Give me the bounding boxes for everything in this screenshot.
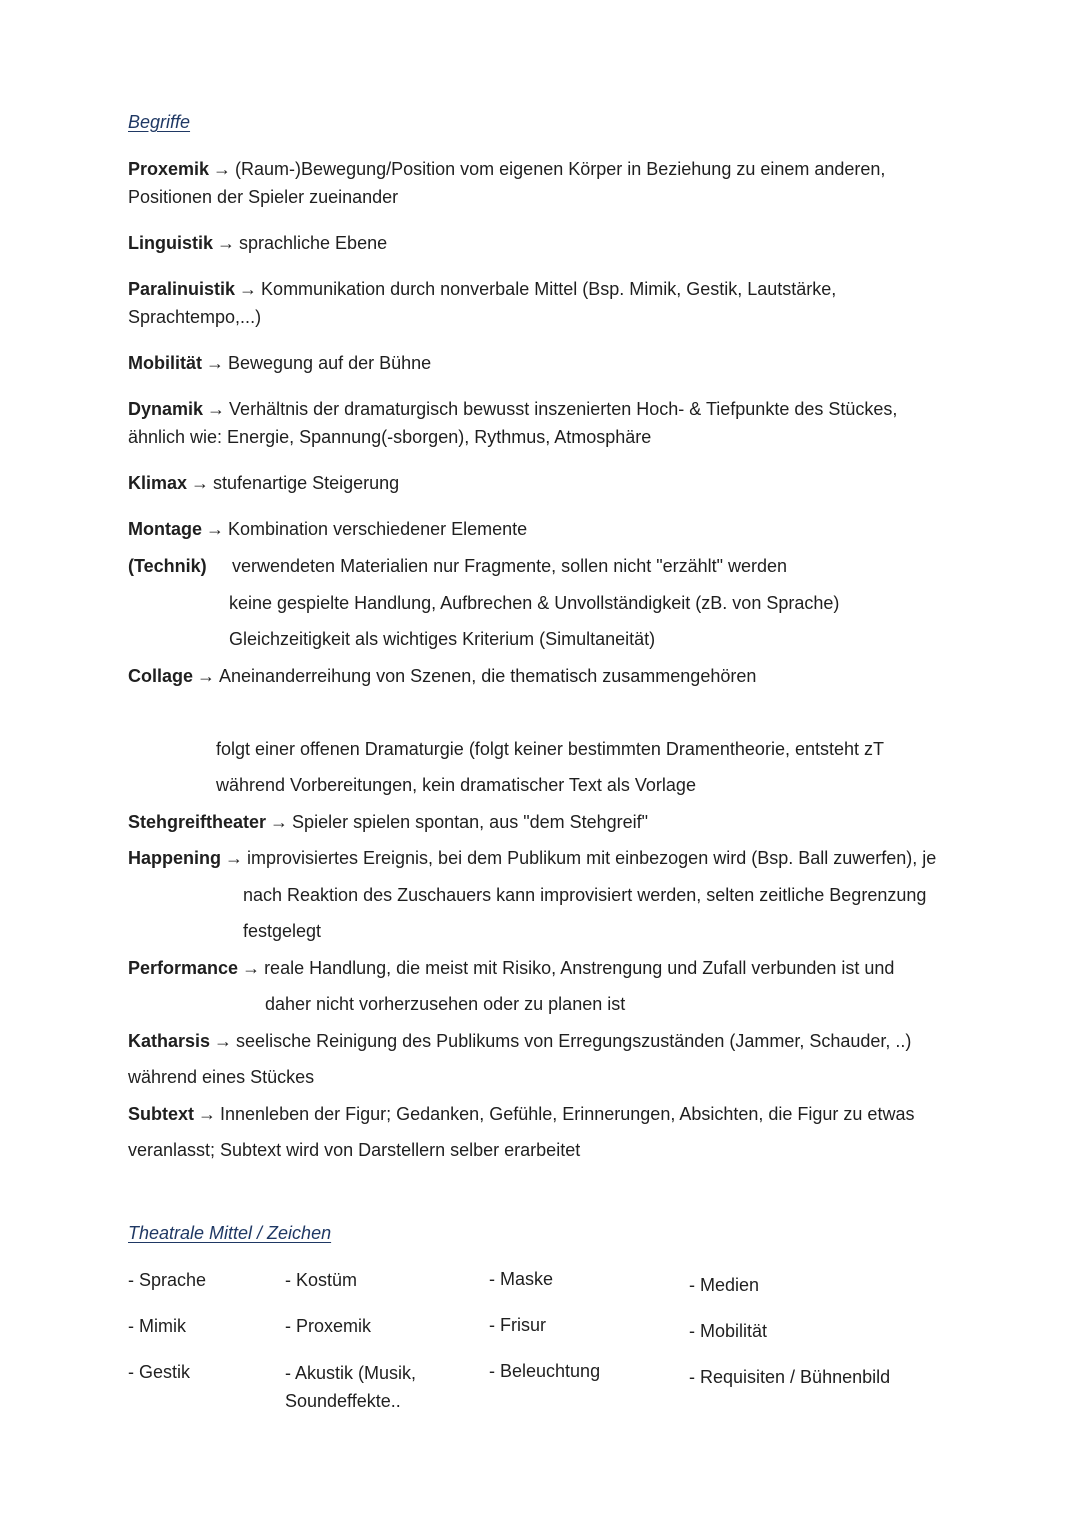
list-item: - Requisiten / Bühnenbild bbox=[689, 1367, 891, 1387]
definition-text: Spieler spielen spontan, aus "dem Stehgreif" bbox=[292, 812, 649, 832]
definition-continuation: während Vorbereitungen, kein dramatischer Text als Vorlage bbox=[216, 775, 696, 795]
definition-text: Bewegung auf der Bühne bbox=[228, 353, 432, 373]
entry-linguistik bbox=[128, 233, 387, 255]
list-item: - Maske bbox=[489, 1269, 554, 1289]
definition-text: Aneinanderreihung von Szenen, die thematisch zusammengehören bbox=[219, 666, 757, 686]
definition-continuation: ähnlich wie: Energie, Spannung(-sborgen), Rythmus, Atmosphäre bbox=[128, 427, 652, 447]
arrow-icon: → bbox=[191, 473, 210, 493]
entry-mobilitaet bbox=[128, 353, 431, 375]
arrow-icon: → bbox=[239, 279, 258, 299]
term-label: Linguistik bbox=[128, 233, 213, 253]
definition-text: improvisiertes Ereignis, bei dem Publikum mit einbezogen wird (Bsp. Ball zuwerfen), je bbox=[247, 848, 937, 868]
list-item: - Gestik bbox=[128, 1362, 191, 1382]
list-item-continuation: Soundeffekte.. bbox=[285, 1391, 401, 1411]
definition-text: folgt einer offenen Dramaturgie (folgt keiner bestimmten Dramentheorie, entsteht zT bbox=[216, 739, 884, 759]
definition-text: seelische Reinigung des Publikums von Erregungszuständen (Jammer, Schauder, ..) bbox=[236, 1031, 912, 1051]
definition-continuation: festgelegt bbox=[243, 921, 322, 941]
list-item: - Medien bbox=[689, 1275, 760, 1295]
definition-continuation: veranlasst; Subtext wird von Darstellern selber erarbeitet bbox=[128, 1140, 581, 1160]
term-label: Klimax bbox=[128, 473, 188, 493]
arrow-icon: → bbox=[206, 519, 224, 539]
term-label: Katharsis bbox=[128, 1031, 211, 1051]
definition-continuation: verwendeten Materialien nur Fragmente, sollen nicht "erzählt" werden bbox=[232, 556, 788, 576]
term-label: Collage bbox=[128, 666, 194, 686]
arrow-icon: → bbox=[225, 848, 243, 868]
definition-text: Innenleben der Figur; Gedanken, Gefühle, Erinnerungen, Absichten, die Figur zu etwas bbox=[220, 1104, 915, 1124]
term-label: Proxemik bbox=[128, 159, 210, 179]
arrow-icon: → bbox=[206, 353, 224, 373]
list-item: - Frisur bbox=[489, 1315, 546, 1335]
list-item: - Akustik (Musik, bbox=[285, 1363, 417, 1383]
definition-continuation: Sprachtempo,...) bbox=[128, 307, 262, 327]
term-label: Dynamik bbox=[128, 399, 204, 419]
arrow-icon: → bbox=[217, 233, 235, 253]
definition-text: Kombination verschiedener Elemente bbox=[228, 519, 528, 539]
entry-subtext bbox=[128, 1104, 914, 1126]
entry-happening bbox=[128, 848, 936, 870]
list-item: - Sprache bbox=[128, 1270, 207, 1290]
arrow-icon: → bbox=[270, 812, 289, 832]
entry-dynamik bbox=[128, 399, 897, 421]
arrow-icon: → bbox=[242, 958, 261, 978]
entry-stehgreiftheater bbox=[128, 812, 648, 834]
arrow-icon: → bbox=[198, 1104, 217, 1124]
list-item: - Mobilität bbox=[689, 1321, 768, 1341]
entry-collage bbox=[128, 666, 756, 688]
entry-performance bbox=[128, 958, 894, 980]
arrow-icon: → bbox=[207, 399, 226, 419]
definition-text: sprachliche Ebene bbox=[239, 233, 388, 253]
term-label: Stehgreiftheater bbox=[128, 812, 267, 832]
definition-continuation: Gleichzeitigkeit als wichtiges Kriterium (Simultaneität) bbox=[229, 629, 656, 649]
definition-text: Kommunikation durch nonverbale Mittel (Bsp. Mimik, Gestik, Lautstärke, bbox=[261, 279, 837, 299]
term-label: Performance bbox=[128, 958, 239, 978]
list-item: - Beleuchtung bbox=[489, 1361, 601, 1381]
definition-continuation: daher nicht vorherzusehen oder zu planen ist bbox=[265, 994, 626, 1014]
entry-proxemik bbox=[128, 159, 885, 181]
list-item: - Mimik bbox=[128, 1316, 186, 1336]
arrow-icon: → bbox=[213, 159, 232, 179]
arrow-icon: → bbox=[197, 666, 216, 686]
entry-katharsis bbox=[128, 1031, 911, 1053]
heading-begriffe: Begriffe bbox=[128, 112, 191, 132]
definition-continuation: Positionen der Spieler zueinander bbox=[128, 187, 399, 207]
definition-continuation: nach Reaktion des Zuschauers kann improvisiert werden, selten zeitliche Begrenzung bbox=[243, 885, 927, 905]
term-label: Mobilität bbox=[128, 353, 202, 373]
entry-klimax bbox=[128, 473, 399, 495]
definition-text: Verhältnis der dramaturgisch bewusst inszenierten Hoch- & Tiefpunkte des Stückes, bbox=[229, 399, 898, 419]
arrow-icon: → bbox=[214, 1031, 233, 1051]
heading-theatrale-mittel: Theatrale Mittel / Zeichen bbox=[128, 1223, 332, 1243]
list-item: - Proxemik bbox=[285, 1316, 372, 1336]
entry-paralinuistik bbox=[128, 279, 836, 301]
definition-continuation: während eines Stückes bbox=[128, 1067, 315, 1087]
term-sub-label: (Technik) bbox=[128, 556, 207, 576]
definition-continuation: keine gespielte Handlung, Aufbrechen & Unvollständigkeit (zB. von Sprache) bbox=[229, 593, 840, 613]
entry-montage bbox=[128, 519, 527, 541]
term-label: Paralinuistik bbox=[128, 279, 236, 299]
term-label: Happening bbox=[128, 848, 221, 868]
definition-text: (Raum-)Bewegung/Position vom eigenen Körper in Beziehung zu einem anderen, bbox=[235, 159, 886, 179]
term-label: Subtext bbox=[128, 1104, 195, 1124]
definition-text: stufenartige Steigerung bbox=[213, 473, 400, 493]
definition-text: reale Handlung, die meist mit Risiko, Anstrengung und Zufall verbunden ist und bbox=[264, 958, 895, 978]
term-label: Montage bbox=[128, 519, 202, 539]
list-item: - Kostüm bbox=[285, 1270, 358, 1290]
